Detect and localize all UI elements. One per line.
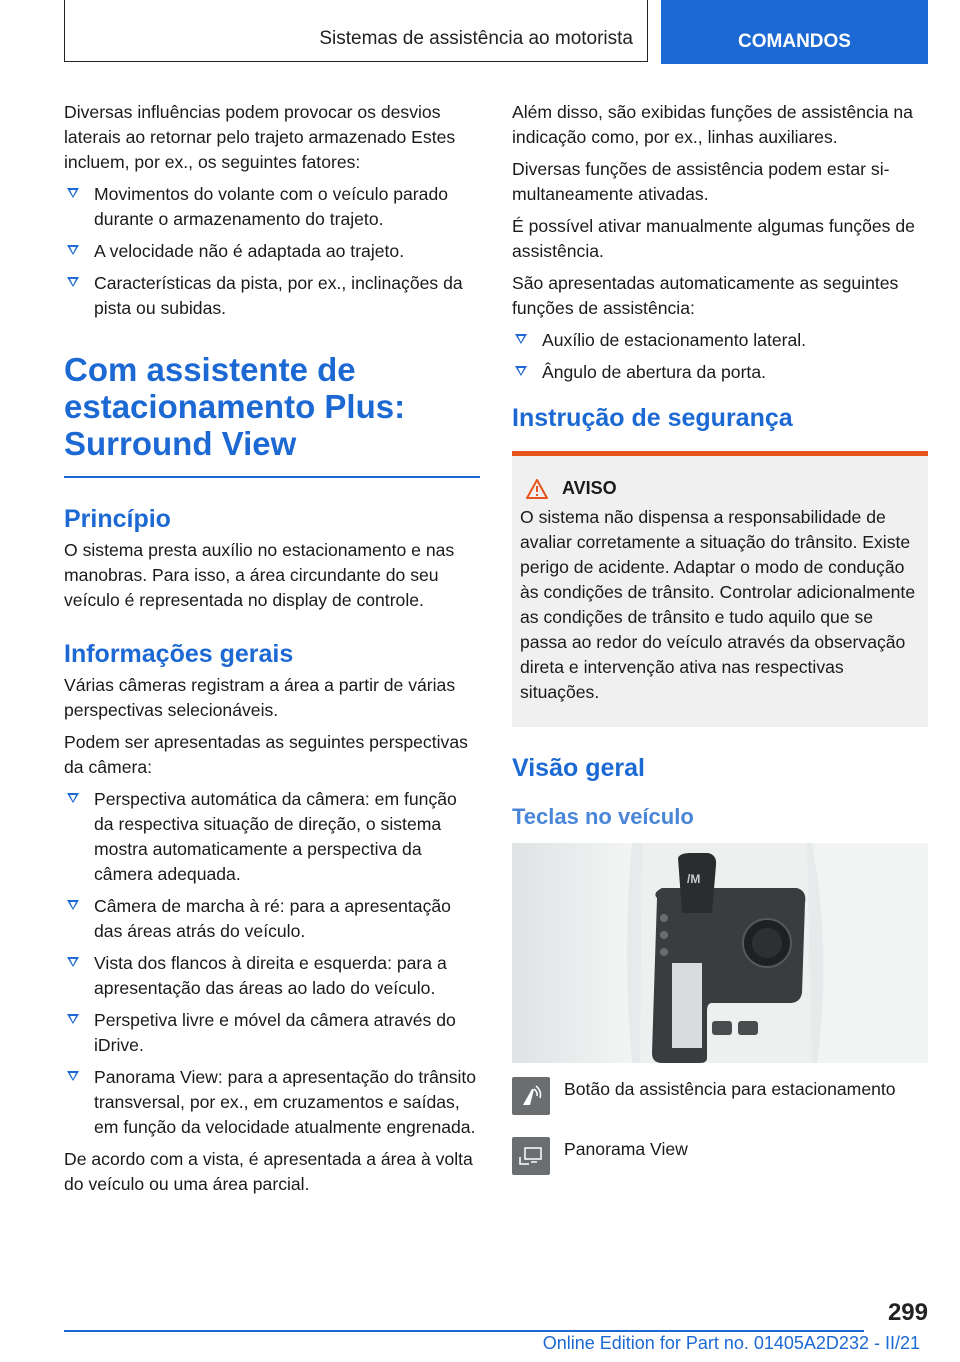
list-item <box>512 360 928 385</box>
warning-header <box>526 476 920 501</box>
bullet-triangle-icon <box>67 277 79 287</box>
bullet-triangle-icon <box>515 366 527 376</box>
info-paragraph: Podem ser apresentadas as seguintes perspectivas da câmera: <box>64 732 468 777</box>
list-item-text: Movimentos do volante com o veículo parado durante o armazenamento do trajeto. <box>94 184 449 229</box>
list-item-text: Características da pista, por ex., inclinações da pista ou subidas. <box>94 273 463 318</box>
list-item-text: Perspectiva automática da câmera: em função da respectiva situação de direção, o sistema mostra automaticamente a perspectiva da câmera adequada. <box>94 789 457 884</box>
bullet-triangle-icon <box>67 245 79 255</box>
list-item <box>512 328 928 353</box>
list-item <box>64 894 480 944</box>
safety-heading: Instrução de segurança <box>512 404 793 432</box>
button-label: Panorama View <box>564 1139 688 1159</box>
list-item <box>64 787 480 887</box>
bullet-triangle-icon <box>515 334 527 344</box>
section-heading: Com assistente de estacionamento Plus: Surround View <box>64 351 480 478</box>
bullet-triangle-icon <box>67 900 79 910</box>
warning-text: O sistema não dispensa a responsabilidade de avaliar corretamente a situação do trânsito. Existe perigo de acidente. Adaptar o modo de condução às condições de trânsito. Controlar adicionalmente as condições de trânsito e tudo aquilo que se passa ao redor do veículo através da observação direta e intervenção ativa nas respectivas situações. <box>520 507 916 702</box>
bullet-triangle-icon <box>67 1014 79 1024</box>
intro-paragraph: Diversas influências podem provocar os desvios laterais ao retornar pelo trajeto armazenado Estes incluem, por ex., os seguintes fatores: <box>64 102 456 172</box>
list-item <box>64 1008 480 1058</box>
center-console-illustration <box>512 843 928 1063</box>
perspectives-list <box>64 787 480 1140</box>
info-paragraph: Várias câmeras registram a área a partir de várias perspectivas selecionáveis. <box>64 675 456 720</box>
list-item-text: Vista dos flancos à direita e esquerda: para a apresentação das áreas ao lado do veículo. <box>94 953 447 998</box>
paragraph: São apresentadas automaticamente as seguintes funções de assistência: <box>512 273 899 318</box>
edition-footer: Online Edition for Part no. 01405A2D232 - II/21 <box>542 1333 920 1353</box>
page-number: 299 <box>887 1299 928 1326</box>
vehicle-controls-image <box>512 843 928 1063</box>
bullet-triangle-icon <box>67 188 79 198</box>
paragraph: Além disso, são exibidas funções de assistência na indicação como, por ex., linhas auxiliares. <box>512 102 913 147</box>
list-item-text: Ângulo de abertura da porta. <box>542 362 766 382</box>
left-column <box>64 100 480 1204</box>
button-row <box>512 1077 928 1115</box>
list-item <box>64 271 480 321</box>
list-item-text: Panorama View: para a apresentação do trânsito transversal, por ex., em cruzamentos e saídas, em função da velocidade atualmente engrenada. <box>94 1067 477 1137</box>
warning-triangle-icon <box>526 479 548 499</box>
page-header <box>64 0 928 64</box>
paragraph: Diversas funções de assistência podem estar simultaneamente ativadas. <box>512 159 890 204</box>
svg-text:/M: /M <box>687 872 701 886</box>
closing-paragraph: De acordo com a vista, é apresentada a área à volta do veículo ou uma área parcial. <box>64 1149 473 1194</box>
warning-label: AVISO <box>562 478 617 498</box>
list-item-text: A velocidade não é adaptada ao trajeto. <box>94 241 405 261</box>
buttons-heading: Teclas no veículo <box>512 804 694 829</box>
list-item-text: Perspetiva livre e móvel da câmera através do iDrive. <box>94 1010 456 1055</box>
principle-paragraph: O sistema presta auxílio no estacionamento e nas manobras. Para isso, a área circundante do seu veículo é representada no display de controle. <box>64 540 455 610</box>
bullet-triangle-icon <box>67 793 79 803</box>
info-heading: Informações gerais <box>64 640 294 668</box>
parking-assist-icon <box>512 1077 550 1115</box>
list-item <box>64 1065 480 1140</box>
header-frame <box>64 0 648 62</box>
right-column <box>512 100 928 1175</box>
factors-list <box>64 182 480 321</box>
list-item <box>64 182 480 232</box>
button-row <box>512 1137 928 1175</box>
overview-heading: Visão geral <box>512 754 645 782</box>
section-title: Sistemas de assistência ao motorista <box>319 28 633 49</box>
paragraph: É possível ativar manualmente algumas funções de assistência. <box>512 216 915 261</box>
list-item-text: Câmera de marcha à ré: para a apresentação das áreas atrás do veículo. <box>94 896 451 941</box>
panorama-view-icon <box>512 1137 550 1175</box>
bullet-triangle-icon <box>67 1071 79 1081</box>
list-item <box>64 951 480 1001</box>
button-label: Botão da assistência para estacionamento <box>564 1079 896 1099</box>
list-item-text: Auxílio de estacionamento lateral. <box>542 330 807 350</box>
principle-heading: Princípio <box>64 505 171 533</box>
footer-divider <box>64 1330 864 1332</box>
warning-box <box>512 451 928 727</box>
bullet-triangle-icon <box>67 957 79 967</box>
list-item <box>64 239 480 264</box>
auto-functions-list <box>512 328 928 385</box>
chapter-tab[interactable]: COMANDOS <box>661 0 928 64</box>
